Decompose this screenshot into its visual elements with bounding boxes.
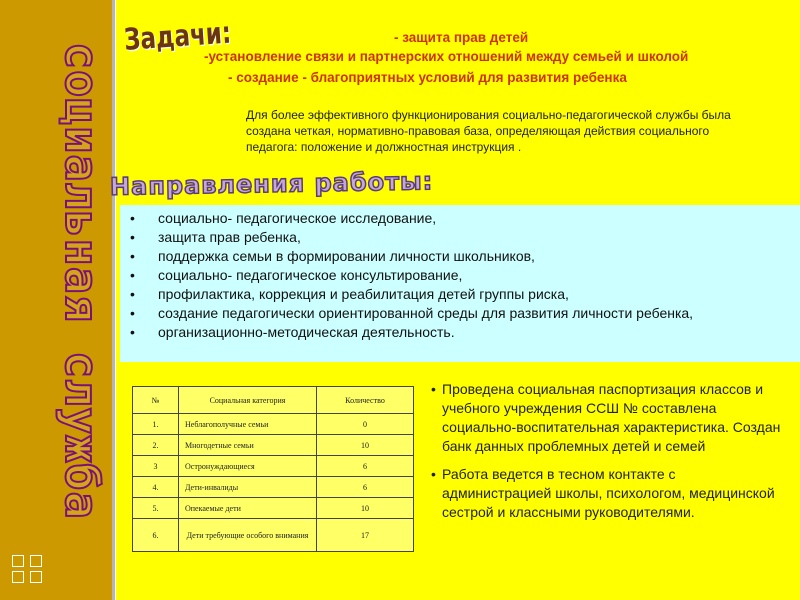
table-row: [133, 414, 414, 435]
table-row: [133, 519, 414, 552]
directions-box: [120, 205, 800, 362]
table-cell: 10: [317, 435, 414, 456]
task-line: -установление связи и партнерских отношений между семьей и школой: [204, 49, 689, 64]
intro-paragraph: Для более эффективного функционирования социально-педагогической службы была создана четкая, нормативно-правовая база, определяющая действия социального педагога: положение и должностная инструкция .: [246, 108, 731, 154]
square-icon: [30, 571, 42, 583]
table-cell: 0: [317, 414, 414, 435]
table-row: [133, 477, 414, 498]
square-icon: [12, 571, 24, 583]
list-item: • организационно-методическая деятельность.: [130, 323, 800, 342]
table-cell: 5.: [133, 498, 179, 519]
column-header: Количество: [317, 387, 414, 414]
table-header-row: [133, 387, 414, 414]
table-cell: 3: [133, 456, 179, 477]
table-cell: Неблагополучные семьи: [179, 414, 317, 435]
sidebar-divider: [112, 0, 115, 600]
table-cell: 6: [317, 456, 414, 477]
table-cell: 1.: [133, 414, 179, 435]
info-bullet: • Работа ведется в тесном контакте с администрацией школы, психологом, медицинской сестрой и классными руководителями.: [428, 465, 783, 522]
table-row: [133, 435, 414, 456]
list-item: • создание педагогически ориентированной среды для развития личности ребенка,: [130, 304, 800, 323]
table-cell: Дети-инвалиды: [179, 477, 317, 498]
table-cell: 2.: [133, 435, 179, 456]
table-cell: 6: [317, 477, 414, 498]
list-item: • социально- педагогическое исследование,: [130, 209, 800, 228]
tasks-label: Задачи:: [123, 16, 233, 58]
table-cell: 10: [317, 498, 414, 519]
list-item: • поддержка семьи в формировании личности школьников,: [130, 247, 800, 266]
list-item: • профилактика, коррекция и реабилитация детей группы риска,: [130, 285, 800, 304]
table-row: [133, 498, 414, 519]
info-panel: [428, 380, 783, 522]
task-line: - защита прав детей: [394, 30, 529, 45]
info-bullet: • Проведена социальная паспортизация классов и учебного учреждения ССШ № составлена социально-воспитательная характеристика. Создан банк данных проблемных детей и семей: [428, 380, 783, 456]
table-cell: 4.: [133, 477, 179, 498]
table-cell: Остронуждающиеся: [179, 456, 317, 477]
directions-list: [130, 209, 800, 342]
social-category-table: [132, 386, 414, 552]
list-item: • социально- педагогическое консультирование,: [130, 266, 800, 285]
table-cell: Опекаемые дети: [179, 498, 317, 519]
vertical-title: социальная служба: [55, 41, 108, 520]
table-cell: 17: [317, 519, 414, 552]
square-icon: [30, 555, 42, 567]
social-category-table-panel: [132, 386, 414, 556]
list-item: • защита прав ребенка,: [130, 228, 800, 247]
directions-title: Направления работы:: [109, 167, 434, 201]
table-cell: Многодетные семьи: [179, 435, 317, 456]
table-row: [133, 456, 414, 477]
square-icon: [12, 555, 24, 567]
column-header: №: [133, 387, 179, 414]
task-line: - создание - благоприятных условий для развития ребенка: [228, 70, 627, 85]
column-header: Социальная категория: [179, 387, 317, 414]
corner-squares-icon: [12, 555, 42, 583]
table-cell: 6.: [133, 519, 179, 552]
table-cell: Дети требующие особого внимания: [179, 519, 317, 552]
